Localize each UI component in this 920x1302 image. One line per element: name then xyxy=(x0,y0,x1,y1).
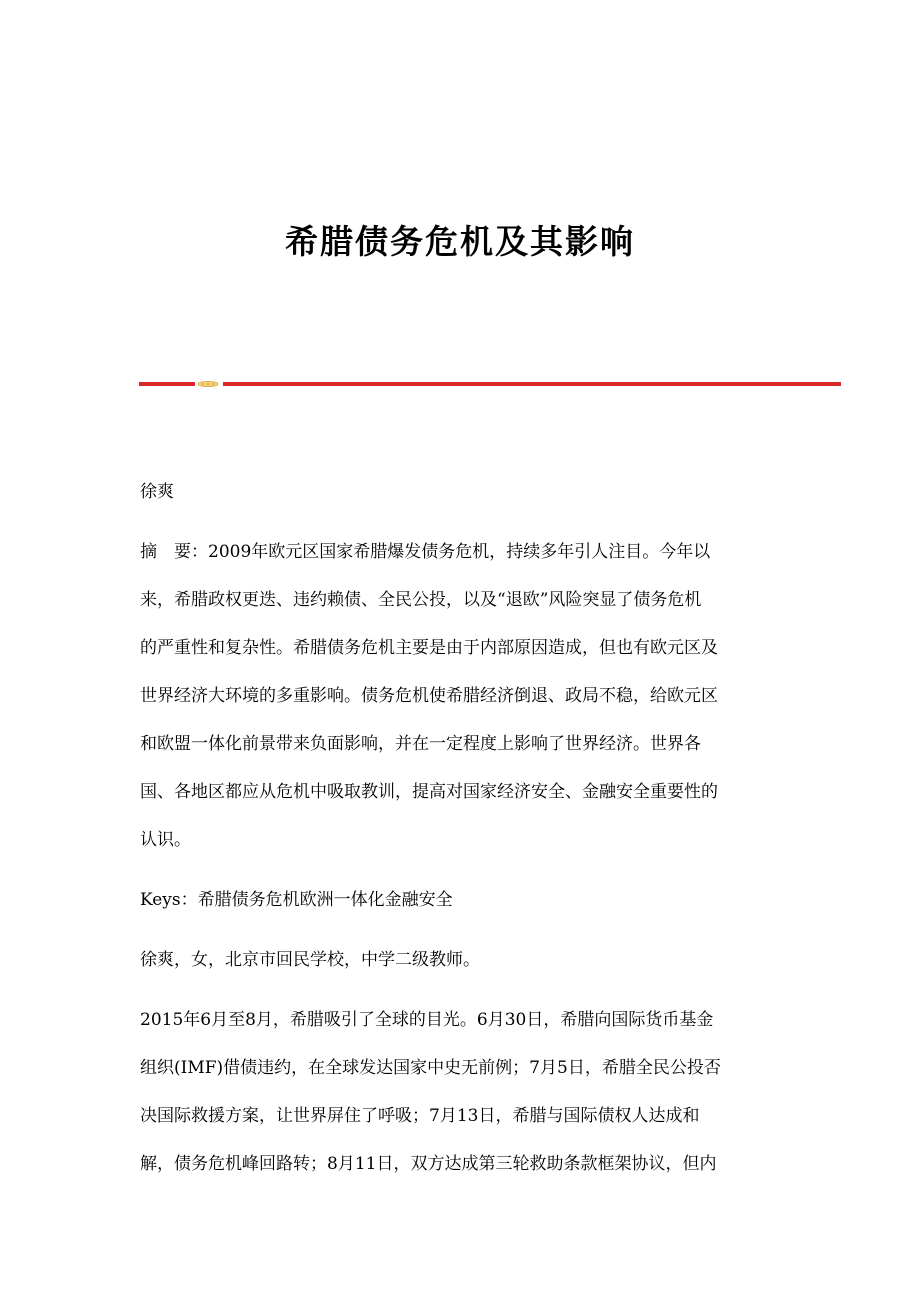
document-body xyxy=(140,468,780,1188)
body-line: 2015年6月至8月，希腊吸引了全球的目光。6月30日，希腊向国际货币基金 xyxy=(140,1010,714,1030)
author-name: 徐爽 xyxy=(140,482,174,502)
body-line: 决国际救援方案，让世界屏住了呼吸；7月13日，希腊与国际债权人达成和 xyxy=(140,1106,700,1126)
keywords: Keys：希腊债务危机欧洲一体化金融安全 xyxy=(140,890,453,910)
title-divider xyxy=(139,380,841,388)
abstract-line: 世界经济大环境的多重影响。债务危机使希腊经济倒退、政局不稳，给欧元区 xyxy=(140,686,718,706)
divider-bar-right xyxy=(223,382,841,386)
divider-ornament-icon xyxy=(197,381,219,387)
author-info: 徐爽，女，北京市回民学校，中学二级教师。 xyxy=(140,950,480,970)
abstract-line: 来，希腊政权更迭、违约赖债、全民公投，以及“退欧”风险突显了债务危机 xyxy=(140,590,702,610)
abstract-line: 认识。 xyxy=(140,830,191,850)
divider-bar-left xyxy=(139,382,195,386)
abstract-line: 摘 要：2009年欧元区国家希腊爆发债务危机，持续多年引人注目。今年以 xyxy=(140,542,711,562)
abstract-line: 国、各地区都应从危机中吸取教训，提高对国家经济安全、金融安全重要性的 xyxy=(140,782,718,802)
body-line: 组织(IMF)借债违约，在全球发达国家中史无前例；7月5日，希腊全民公投否 xyxy=(140,1058,721,1078)
document-title: 希腊债务危机及其影响 xyxy=(285,222,635,261)
abstract-line: 和欧盟一体化前景带来负面影响，并在一定程度上影响了世界经济。世界各 xyxy=(140,734,701,754)
body-line: 解，债务危机峰回路转；8月11日，双方达成第三轮救助条款框架协议，但内 xyxy=(140,1154,717,1174)
abstract-line: 的严重性和复杂性。希腊债务危机主要是由于内部原因造成，但也有欧元区及 xyxy=(140,638,718,658)
